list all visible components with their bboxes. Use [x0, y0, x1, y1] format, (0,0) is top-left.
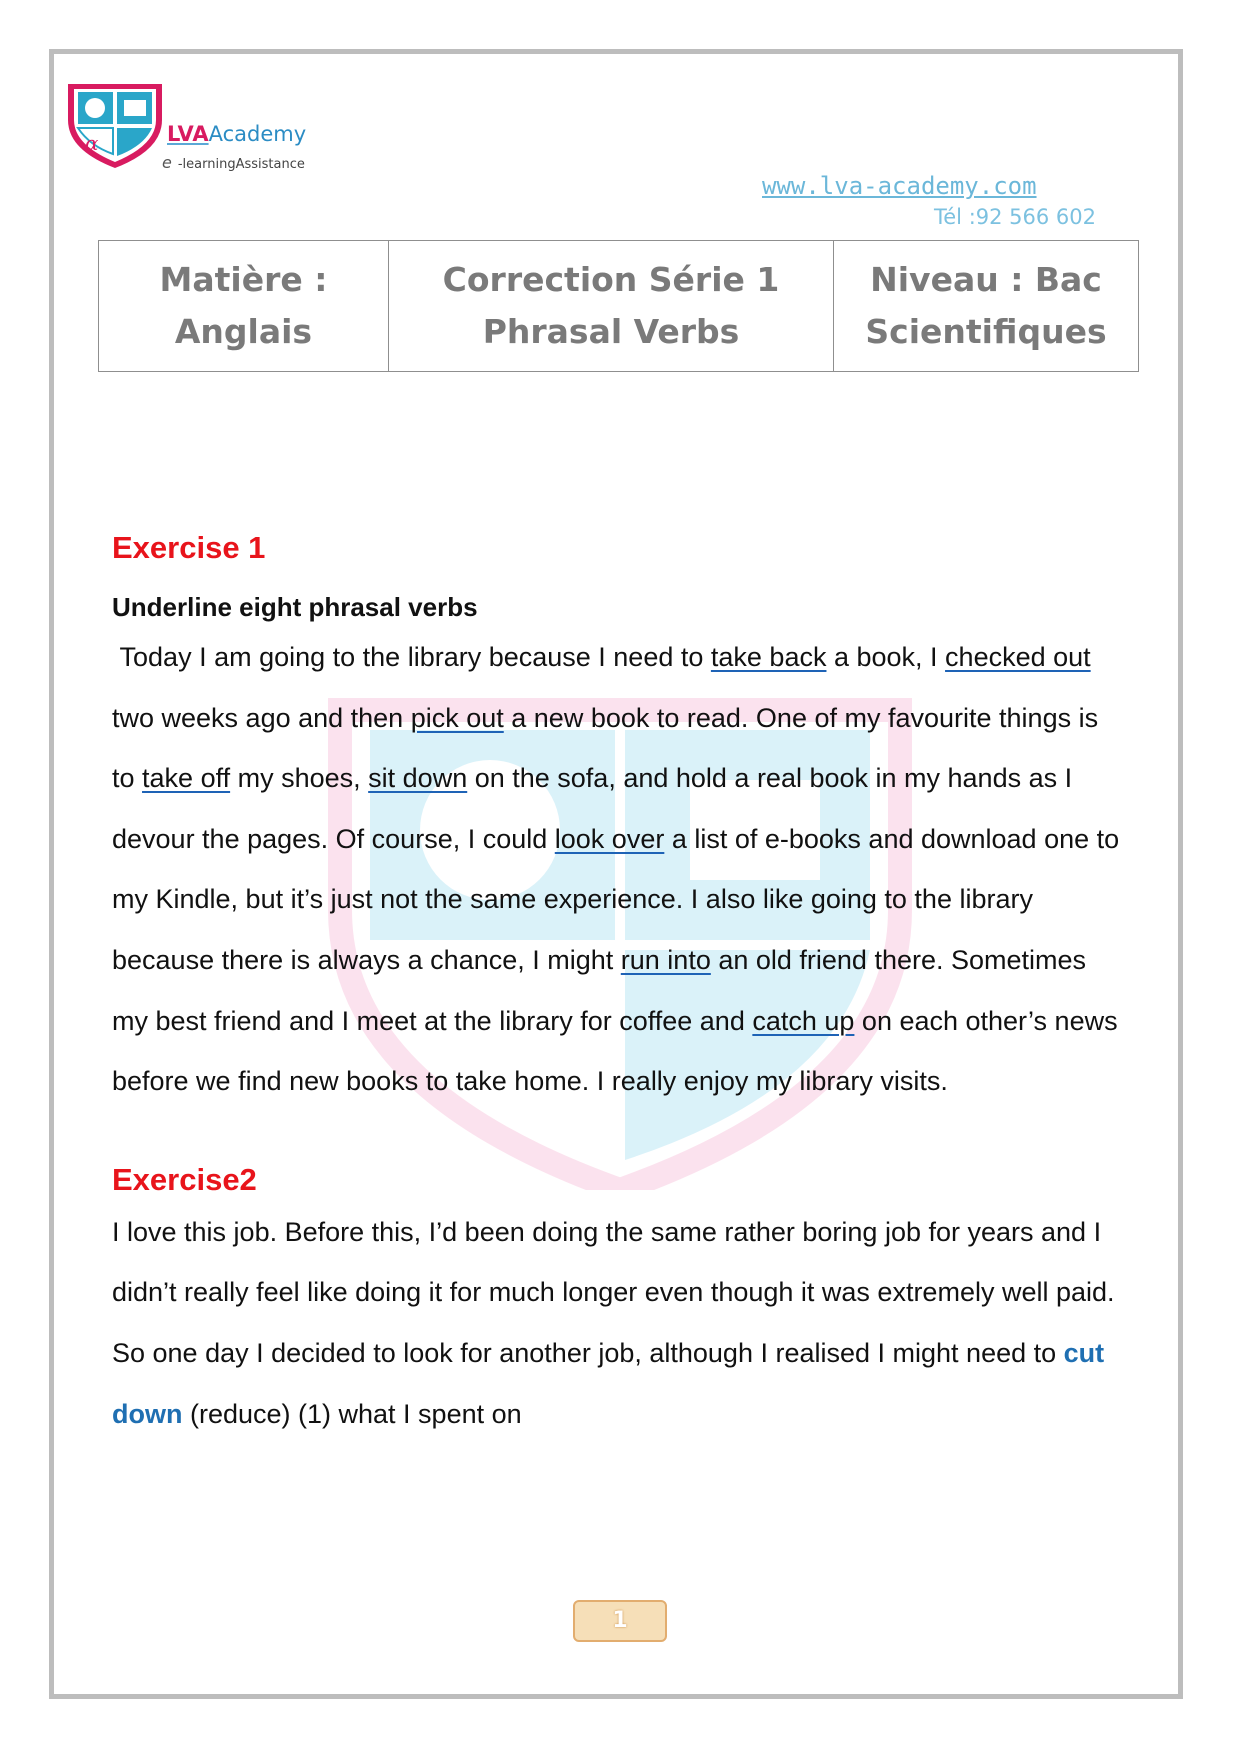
brand-academy: Academy: [208, 122, 307, 146]
brand-tagline: [162, 153, 305, 172]
ex1-text-6: on the sofa, and hold a real book in my hands as I devour the pages. Of course, I could: [112, 763, 1073, 854]
phrasal-verb-catch-up: catch up: [752, 1005, 855, 1036]
phrasal-verb-run-into: run into: [620, 944, 711, 975]
brand-name: [167, 122, 306, 146]
phrasal-verb-checked-out: checked out: [945, 642, 1091, 672]
brand-tagline-text: -learningAssistance: [177, 157, 305, 172]
ex1-text-5: my shoes,: [230, 763, 369, 794]
level-line1: Niveau : Bac: [870, 260, 1102, 299]
ex1-text-8: an old friend there. Sometimes my best friend and I meet at the library for coffee and: [112, 944, 1087, 1036]
ex1-text-7: a list of e-books and download one to my Kindle, but it’s just not the same experience. I also like going to the library because there is always a chance, I might: [112, 823, 1120, 975]
phrasal-verb-pick-out: pick out: [410, 702, 504, 733]
ex2-text-2: (reduce) (1) what I spent on: [182, 1398, 522, 1429]
brand-e: e: [162, 153, 172, 172]
phrasal-verb-take-back: take back: [710, 642, 827, 672]
ex1-text-1: Today I am going to the library because I need to: [119, 642, 711, 672]
phrasal-verb-look-over: look over: [554, 823, 665, 854]
answer-cut-down: cut down: [112, 1337, 1105, 1429]
exercise2-title: Exercise2: [112, 1161, 257, 1197]
main-content: [112, 530, 1122, 1444]
exercise1-paragraph: [112, 627, 1122, 1112]
title-line1: Correction Série 1: [442, 260, 780, 299]
subject-cell: [99, 241, 389, 372]
phone-number: Tél :92 566 602: [934, 205, 1097, 229]
svg-text:α: α: [85, 131, 99, 155]
ex1-text-3: two weeks ago and then: [112, 702, 411, 733]
phrasal-verb-take-off: take off: [142, 763, 231, 794]
title-line2: Phrasal Verbs: [482, 312, 740, 351]
brand-lva: LVA: [167, 122, 209, 146]
subject-line1: Matière :: [159, 260, 328, 299]
exercise2-paragraph: [112, 1202, 1122, 1444]
exercise1-title: Exercise 1: [112, 530, 266, 565]
phrasal-verb-sit-down: sit down: [368, 763, 468, 794]
ex1-text-9: on each other’s news before we find new books to take home. I really enjoy my library visits.: [112, 1005, 1118, 1097]
subject-line2: Anglais: [174, 312, 313, 351]
exercise1-instruction: Underline eight phrasal verbs: [112, 592, 478, 622]
info-table: [98, 240, 1139, 372]
level-cell: [834, 241, 1139, 372]
website-link[interactable]: www.lva-academy.com: [762, 172, 1037, 200]
page-number-badge: 1: [573, 1600, 667, 1642]
ex1-text-2: a book, I: [826, 642, 946, 672]
lva-academy-logo: [60, 80, 170, 170]
ex2-text-1: I love this job. Before this, I’d been doing the same rather boring job for years and I didn’t really feel like doing it for much longer even though it was extremely well paid. So one day I decided to look for another job, although I realised I might need to: [112, 1216, 1115, 1368]
level-line2: Scientifiques: [865, 312, 1107, 351]
ex1-text-4: a new book to read. One of my favourite things is to: [112, 702, 1099, 794]
title-cell: [389, 241, 834, 372]
